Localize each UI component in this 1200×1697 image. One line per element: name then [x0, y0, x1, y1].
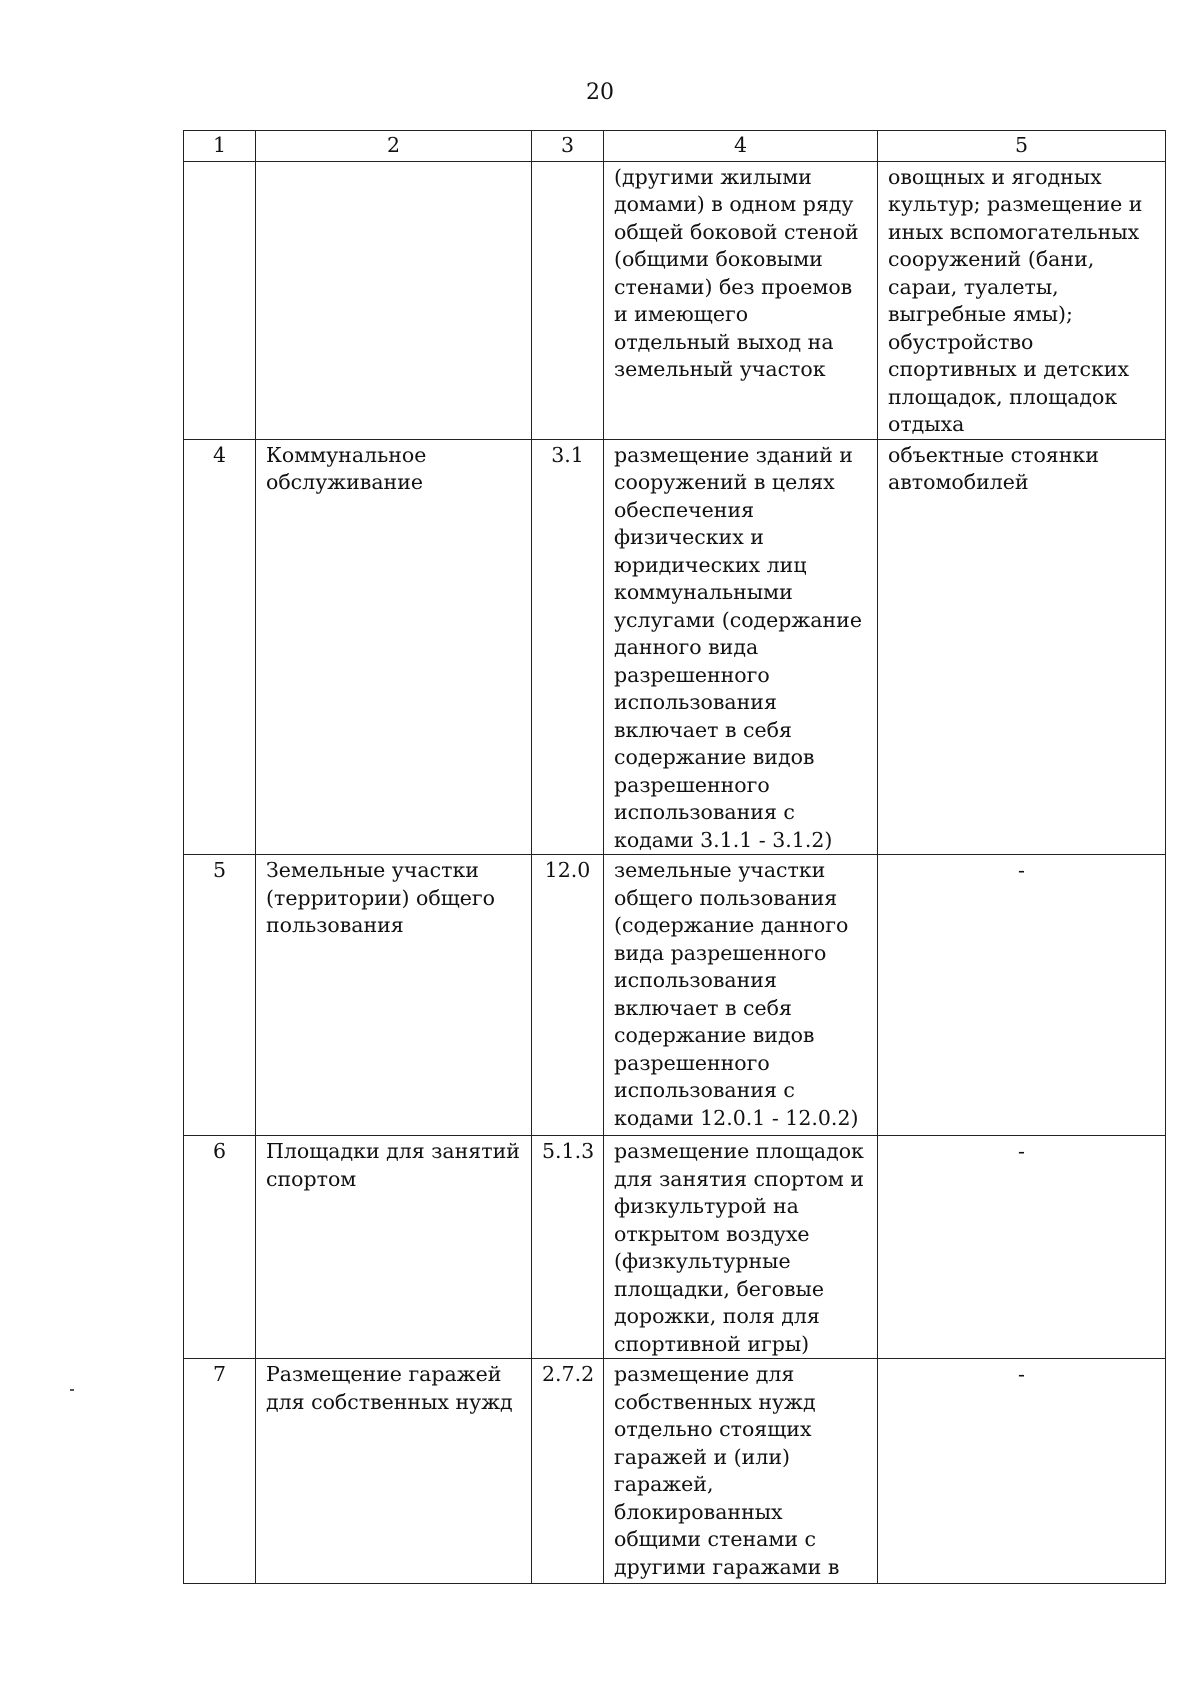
- use-type-name: Площадки для занятий спортом: [256, 1136, 532, 1359]
- auxiliary-uses: объектные стоянки автомобилей: [878, 439, 1166, 855]
- row-number: 5: [184, 855, 256, 1136]
- use-type-description: размещение зданий и сооружений в целях обеспечения физических и юридических лиц коммунальными услугами (содержание данного вида разрешенного использования включает в себя содержание видов разрешенного использования с кодами 3.1.1 - 3.1.2): [604, 439, 878, 855]
- use-type-name: [256, 161, 532, 439]
- table-row: [184, 439, 1166, 855]
- auxiliary-uses: -: [878, 855, 1166, 1136]
- row-number: 6: [184, 1136, 256, 1359]
- use-type-description: размещение для собственных нужд отдельно стоящих гаражей и (или) гаражей, блокированных общими стенами с другими гаражами в: [604, 1359, 878, 1584]
- row-number: 7: [184, 1359, 256, 1584]
- use-type-name: Земельные участки (территории) общего пользования: [256, 855, 532, 1136]
- use-type-description: размещение площадок для занятия спортом и физкультурой на открытом воздухе (физкультурные площадки, беговые дорожки, поля для спортивной игры): [604, 1136, 878, 1359]
- use-type-code: 2.7.2: [532, 1359, 604, 1584]
- use-type-description: земельные участки общего пользования (содержание данного вида разрешенного использования включает в себя содержание видов разрешенного использования с кодами 12.0.1 - 12.0.2): [604, 855, 878, 1136]
- header-col-2: 2: [256, 131, 532, 162]
- table-row: [184, 1359, 1166, 1584]
- use-type-description: (другими жилыми домами) в одном ряду общей боковой стеной (общими боковыми стенами) без проемов и имеющего отдельный выход на земельный участок: [604, 161, 878, 439]
- row-number: 4: [184, 439, 256, 855]
- header-col-3: 3: [532, 131, 604, 162]
- use-type-name: Размещение гаражей для собственных нужд: [256, 1359, 532, 1584]
- header-col-5: 5: [878, 131, 1166, 162]
- use-type-code: 3.1: [532, 439, 604, 855]
- table-header-row: [184, 131, 1166, 162]
- auxiliary-uses: -: [878, 1359, 1166, 1584]
- auxiliary-uses: -: [878, 1136, 1166, 1359]
- use-type-code: [532, 161, 604, 439]
- use-type-name: Коммунальное обслуживание: [256, 439, 532, 855]
- table-row: [184, 161, 1166, 439]
- auxiliary-uses: овощных и ягодных культур; размещение и иных вспомогательных сооружений (бани, сараи, туалеты, выгребные ямы); обустройство спортивных и детских площадок, площадок отдыха: [878, 161, 1166, 439]
- scan-mark: [70, 1389, 74, 1391]
- header-col-4: 4: [604, 131, 878, 162]
- land-use-table: [183, 130, 1166, 1584]
- table-row: [184, 855, 1166, 1136]
- page-number: 20: [586, 80, 614, 105]
- use-type-code: 5.1.3: [532, 1136, 604, 1359]
- table-row: [184, 1136, 1166, 1359]
- use-type-code: 12.0: [532, 855, 604, 1136]
- header-col-1: 1: [184, 131, 256, 162]
- row-number: [184, 161, 256, 439]
